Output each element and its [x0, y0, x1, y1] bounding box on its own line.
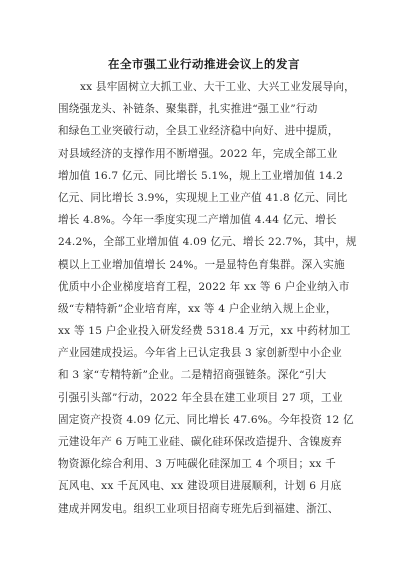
- body-line: 固定资产投资 4.09 亿元、同比增长 47.6%。今年投资 12 亿: [58, 413, 354, 426]
- body-line: 模以上工业增加值增长 24%。一是显特色育集群。深入实施: [58, 258, 345, 271]
- body-line: 瓦风电、xx 千瓦风电、xx 建设项目进展顺利，计划 6 月底: [58, 480, 342, 493]
- body-line: 级“专精特新”企业培育库，xx 等 4 户企业纳入规上企业，: [58, 302, 337, 315]
- document-title: 在全市强工业行动推进会议上的发言: [108, 57, 300, 71]
- body-line: xx 县牢固树立大抓工业、大干工业、大兴工业发展导向，: [80, 81, 355, 93]
- body-line: 建成并网发电。组织工业项目招商专班先后到福建、浙江、: [58, 502, 339, 515]
- body-line: 优质中小企业梯度培育工程，2022 年 xx 等 6 户企业纳入市: [58, 280, 350, 293]
- body-line: 增长 4.8%。今年一季度实现二产增加值 4.44 亿元、增长: [58, 214, 337, 227]
- body-line: 引强引头部”行动，2022 年全县在建工业项目 27 项，工业: [58, 391, 343, 404]
- body-line: 亿元、同比增长 3.9%，实现规上工业产值 41.8 亿元、同比: [58, 191, 348, 204]
- body-line: xx 等 15 户企业投入研发经费 5318.4 万元，xx 中药材加工: [58, 325, 351, 338]
- body-line: 24.2%，全部工业增加值 4.09 亿元、增长 22.7%，其中，规: [58, 236, 357, 249]
- body-line: 对县域经济的支撑作用不断增强。2022 年，完成全部工业: [58, 147, 338, 160]
- body-line: 和 3 家“专精特新”企业。二是精招商强链条。深化“引大: [58, 369, 327, 382]
- body-line: 增加值 16.7 亿元、同比增长 5.1%，规上工业增加值 14.2: [58, 169, 344, 182]
- body-line: 元建设年产 6 万吨工业硅、碳化硅环保改造提升、含镍废弃: [58, 436, 342, 448]
- body-line: 产业园建成投运。今年省上已认定我县 3 家创新型中小企业: [58, 347, 342, 360]
- body-line: 围绕强龙头、补链条、聚集群，扎实推进“强工业”行动: [58, 103, 318, 116]
- body-line: 和绿色工业突破行动，全县工业经济稳中向好、进中提质，: [58, 125, 339, 138]
- document-body: [58, 76, 358, 520]
- body-line: 物资源化综合利用、3 万吨碳化硅深加工 4 个项目；xx 千: [58, 458, 336, 471]
